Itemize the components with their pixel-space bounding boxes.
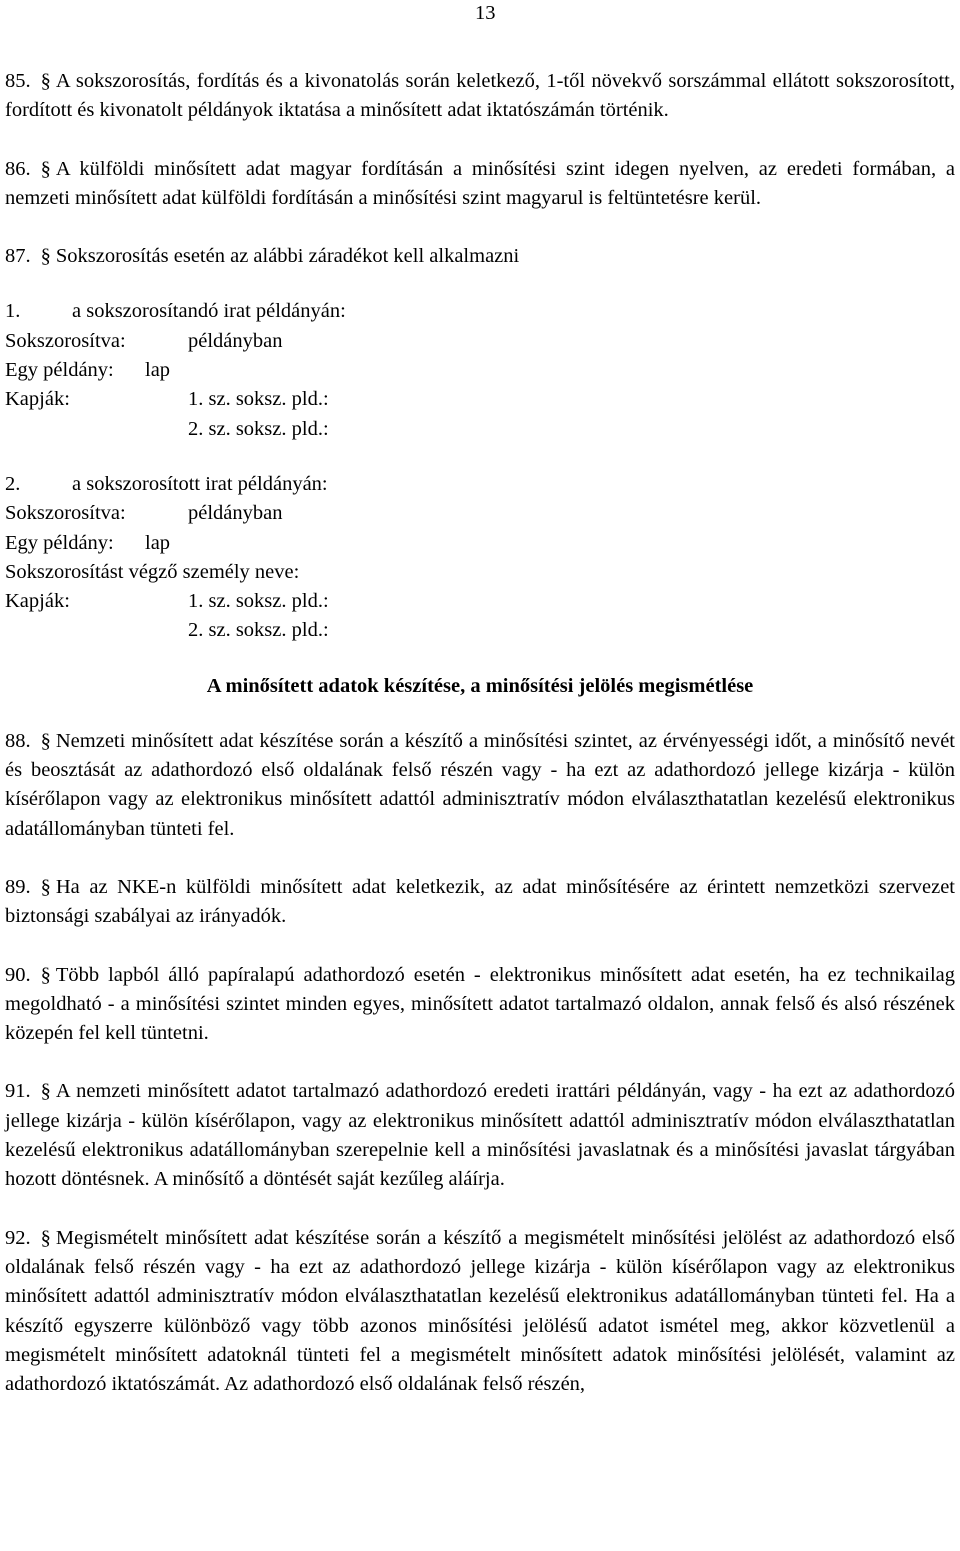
kapjak-line [5, 587, 955, 616]
section-heading: A minősített adatok készítése, a minősítési jelölés megismétlése [206, 674, 754, 697]
paragraph-text: A külföldi minősített adat magyar fordításán a minősítési szint idegen nyelven, az eredeti formában, a nemzeti minősített adat külföldi fordításán a minősítési szint magyarul is feltüntetésre kerül. [5, 157, 955, 209]
sokszorositva-value: példányban [188, 329, 283, 352]
paragraph-number: 87. [5, 245, 31, 268]
egy-peldany-label: Egy példány: [5, 359, 114, 382]
section-symbol: § [40, 157, 51, 180]
kapjak-value-2: 2. sz. soksz. pld.: [188, 417, 329, 440]
paragraph-85 [5, 67, 955, 126]
paragraph-number: 89. [5, 875, 31, 898]
section-symbol: § [40, 70, 51, 92]
paragraph-text: A sokszorosítás, fordítás és a kivonatolás során keletkező, 1-től növekvő sorszámmal ellátott sokszorosított, fordított és kivonatolt példányok iktatása a minősített adat iktatószámán történik. [5, 70, 955, 122]
vegzo-szemely-line [5, 558, 955, 587]
sokszorositva-label: Sokszorosítva: [5, 329, 126, 352]
paragraph-number: 85. [5, 70, 31, 92]
egy-peldany-value: lap [145, 531, 171, 554]
paragraph-text: Több lapból álló papíralapú adathordozó esetén - elektronikus minősített adat esetén, ha ez technikailag megoldható - a minősítési szintet minden egyes, minősített adatot tartalmazó oldalon, annak felső és alsó részének közepén fel kell tüntetni. [5, 963, 955, 1045]
kapjak-value-1: 1. sz. soksz. pld.: [188, 388, 329, 411]
sokszorositva-line [5, 327, 955, 356]
document-body [5, 67, 955, 1399]
kapjak-label: Kapják: [5, 388, 70, 411]
paragraph-92 [5, 1224, 955, 1400]
sokszorositva-value: példányban [188, 502, 283, 525]
kapjak-line [5, 385, 955, 414]
clause-form-1 [5, 297, 955, 443]
paragraph-91 [5, 1077, 955, 1194]
form-number: 2. [5, 472, 21, 495]
section-symbol: § [40, 1226, 51, 1249]
form-title-line [5, 470, 955, 499]
form-title-line [5, 297, 955, 326]
paragraph-text: Sokszorosítás esetén az alábbi záradékot kell alkalmazni [55, 245, 520, 268]
page-number: 13 [475, 2, 496, 24]
paragraph-89 [5, 873, 955, 932]
kapjak-value-2: 2. sz. soksz. pld.: [188, 619, 329, 642]
form-title: a sokszorosított irat példányán: [72, 472, 328, 495]
section-symbol: § [40, 729, 51, 752]
paragraph-90 [5, 961, 955, 1049]
egy-peldany-line [5, 529, 955, 558]
vegzo-szemely-label: Sokszorosítást végző személy neve: [5, 560, 300, 583]
paragraph-number: 92. [5, 1226, 31, 1249]
paragraph-text: Megismételt minősített adat készítése során a készítő a megismételt minősítési jelölést az adathordozó első oldalának felső részén vagy - ha ezt az adathordozó jellege kizárja - külön kísérőlapon vagy az elektronikus minősített adattól adminisztratív módon elválaszthatatlan kezelésű elektronikus adatállományban tünteti fel. Ha a készítő egyszerre különböző vagy több azonos minősítési jelölésű adatot ismétel meg, akkor közvetlenül a megismételt minősített adatoknál tünteti fel a megismételt minősített adatok minősítési jelölését, valamint az adathordozó iktatószámát. Az adathordozó első oldalának felső részén, [5, 1226, 955, 1396]
egy-peldany-line [5, 356, 955, 385]
paragraph-text: Ha az NKE-n külföldi minősített adat keletkezik, az adat minősítésére az érintett nemzetközi szervezet biztonsági szabályai az irányadók. [5, 875, 955, 928]
sokszorositva-label: Sokszorosítva: [5, 502, 126, 525]
kapjak-label: Kapják: [5, 590, 70, 613]
paragraph-87 [5, 242, 955, 271]
section-symbol: § [40, 1080, 51, 1103]
section-symbol: § [40, 875, 51, 898]
paragraph-number: 88. [5, 729, 31, 752]
egy-peldany-value: lap [145, 359, 171, 382]
clause-form-2 [5, 470, 955, 646]
sokszorositva-line [5, 499, 955, 528]
paragraph-number: 86. [5, 157, 31, 180]
kapjak-value-1: 1. sz. soksz. pld.: [188, 590, 329, 613]
paragraph-number: 91. [5, 1080, 31, 1103]
section-symbol: § [40, 245, 51, 268]
paragraph-number: 90. [5, 963, 31, 986]
paragraph-text: Nemzeti minősített adat készítése során a készítő a minősítési szintet, az érvényességi időt, a minősítő nevét és beosztását az adathordozó első oldalának felső részén vagy - ha ezt az adathordozó jellege kizárja - külön kísérőlapon vagy az elektronikus minősített adattól adminisztratív módon elválaszthatatlan kezelésű elektronikus adatállományban tünteti fel. [5, 729, 955, 840]
kapjak-line-2 [5, 415, 955, 444]
kapjak-line-2 [5, 616, 955, 645]
egy-peldany-label: Egy példány: [5, 531, 114, 554]
paragraph-text: A nemzeti minősített adatot tartalmazó adathordozó eredeti irattári példányán, vagy - ha ezt az adathordozó jellege kizárja - külön kísérőlapon, vagy az elektronikus minősített adattól adminisztratív módon elválaszthatatlan kezelésű elektronikus adatállományban szerepelnie kell a minősítési javaslatnak és a minősítési javaslat tárgyában hozott döntésnek. A minősítő a döntését saját kezűleg aláírja. [5, 1080, 955, 1191]
paragraph-88 [5, 727, 955, 844]
section-symbol: § [40, 963, 51, 986]
form-number: 1. [5, 300, 21, 323]
form-title: a sokszorosítandó irat példányán: [72, 300, 346, 323]
paragraph-86 [5, 155, 955, 214]
